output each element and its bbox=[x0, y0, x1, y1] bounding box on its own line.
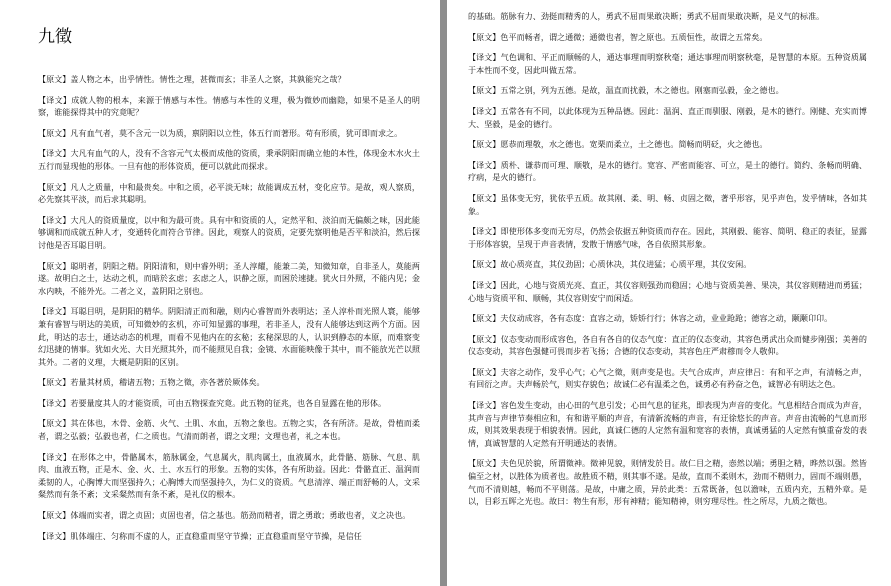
right-page bbox=[447, 0, 891, 586]
paragraph: 【原文】故心质亮直，其仪劲固；心质休决，其仪进猛；心质平理，其仪安闲。 bbox=[468, 259, 752, 270]
paragraph: 【原文】聪明者，阴阳之精。阴阳清和，则中睿外明；圣人淳耀，能兼二美，知微知章，自非圣人，莫能两遂。故明白之士，达动之机，而暗於玄虑；玄虑之人，识静之原，而困於速捷。犹火日外照，不能内见；金水内映，不能外光。二者之义，盖阴阳之别也。 bbox=[38, 260, 420, 296]
left-page-body bbox=[38, 73, 420, 542]
right-page-body bbox=[468, 10, 867, 508]
paragraph: 【原文】凡有血气者，莫不含元一以为质，禀阴阳以立性，体五行而著形。苟有形质，犹可即而求之。 bbox=[38, 127, 403, 138]
left-page bbox=[0, 0, 440, 586]
page-divider bbox=[440, 0, 447, 586]
paragraph: 【原文】五常之别，列为五德。是故，温直而扰毅，木之德也。刚塞而弘毅，金之德也。 bbox=[468, 85, 784, 96]
paragraph: 【原文】其在体也，木骨、金筋、火气、土肌、水血，五物之象也。五物之实，各有所济。是故，骨植而柔者，谓之弘毅；弘毅也者，仁之质也。气清而朗者，谓之文理；文理也者，礼之本也。 bbox=[38, 418, 420, 442]
paragraph: 【译文】容色发生变动，由心田的气息引发；心田气息的征兆，即表现为声音的变化。气息相结合而成为声音，其声音与声律节奏相应和，有和谐平顺的声音，有清新流畅的声音，有迂徐悠长的声音。声音由流畅的气息而形成，则其效果表现于相貌表情。因此，真诚仁德的人定然有温和宽容的表情，真诚勇猛的人定然有慎重奋发的表情，真诚智慧的人定然有开明通达的表情。 bbox=[468, 400, 867, 448]
paragraph: 【译文】若要量度其人的才能资质，可由五物探查究竟。此五物的征兆，也各自显露在他的形体。 bbox=[38, 397, 387, 408]
paragraph: 【译文】大凡人的资质量度，以中和为最可贵。具有中和资质的人，定然平和、淡泊而无偏颇之味，因此能够调和而成就五种人才，变通转化而符合节律。因此，观察人的资质，定要先察明他是否平和淡泊，然后探讨他是否耳聪目明。 bbox=[38, 214, 420, 250]
paragraph: 【原文】愿恭而理敬，水之德也。宽栗而柔立，土之德也。简畅而明砭，火之德也。 bbox=[468, 139, 768, 150]
paragraph: 【译文】气色调和、平正而顺畅的人，通达事理而明察秋毫；通达事理而明察秋毫，是智慧的本原。五种资质属于本性而不变，因此叫做五常。 bbox=[468, 52, 867, 75]
paragraph: 【译文】即使形体多变而无穷尽，仍然会依据五种资质而存在。因此，其刚毅、能容、简明、稳正的表征，显露于形体容貌，呈现于声音表情，发散于情感气味，各自依照其形象。 bbox=[468, 226, 867, 249]
paragraph: 【原文】夫仪动成容，各有态度：直容之动，矫矫行行；休容之动，业业跄跄；德容之动，颙颙卬卬。 bbox=[468, 313, 833, 324]
paragraph: 【译文】在形体之中，骨骼属木，筋脉属金，气息属火，肌肉属土，血液属水，此骨骼、筋脉、气息、肌肉、血液五物，正是木、金、火、土、水五行的形象。五物的实体，各有所助益。因此：骨骼直正、温润而柔韧的人，心胸博大而坚强持久；心胸博大而坚强持久，为仁义的资质。气息清淳、端正而舒畅的人，文采粲然而有条不紊；文采粲然而有条不紊，是礼仪的根本。 bbox=[38, 451, 420, 500]
paragraph: 【原文】夫色见於貌，所谓徵神。徵神见貌，则情发於目。故仁目之精，悫然以端；勇胆之精，晔然以强。然皆偏至之材，以胜体为质者也。故胜质不精，则其事不遂。是故，直而不柔则木，劲而不精则力，固而不端则愚，气而不清则越，畅而不平则荡。是故，中庸之质，异於此类：五常既备，包以澹味，五质内充，五精外章。是以，目彩五晖之光也。故曰：物生有形，形有神精；能知精神，则穷理尽性。性之所尽，九质之徵也。 bbox=[468, 458, 867, 507]
paragraph: 【原文】体端而实者，谓之贞固；贞固也者，信之基也。筋劲而精者，谓之勇敢；勇敢也者，义之决也。 bbox=[38, 510, 411, 521]
paragraph: 【原文】凡人之质量，中和最贵矣。中和之质，必平淡无味；故能调成五材，变化应节。是故，观人察质，必先察其平淡，而后求其聪明。 bbox=[38, 181, 420, 205]
paragraph: 【译文】因此，心地与资质光亮、直正，其仪容则强劲而稳固；心地与资质美善、果决，其仪容则精进而勇猛；心地与资质平和、顺畅，其仪容则安宁而闲适。 bbox=[468, 279, 867, 303]
paragraph: 【译文】耳聪目明，是阴阳的精华。阴阳清正而和融，则内心睿智而外表明达；圣人淳朴而光照人寰，能够兼有睿智与明达的美质，可知微妙的玄机，亦可知显露的事理，若非圣人，没有人能够达到这两个方面。因此，明达的志士，通达动态的机理，而看不见他内在的玄秘；玄秘深思的人，认识到静态的本原，而难察变幻迅捷的情事。犹如火光、大日光照其外，而不能照见自我；金镜、水面能映像于其中，而不能放光芒以照其外。二者的义理，大概是阴阳的区别。 bbox=[38, 306, 420, 367]
paragraph: 【译文】成就人物的根本，来源于情感与本性。情感与本性的义理，极为微妙而幽隐，如果不是圣人的明察，谁能探得其中的究竟呢？ bbox=[38, 94, 420, 118]
paragraph: 【原文】仪态变动而形成容色，各自有各自的仪态气度：直正的仪态变动，其容色勇武出众而健步刚强；美善的仪态变动，其容色强健可畏而步若飞扬；合德的仪态变动，其容色庄严肃穆而令人敬仰。 bbox=[468, 333, 867, 357]
paragraph: 【原文】色平而畅者，谓之通微；通微也者，智之原也。五质恒性，故谓之五常矣。 bbox=[468, 31, 768, 42]
paragraph: 【译文】大凡有血气的人，没有不含容元气太极而成他的资质，秉承阴阳而确立他的本性，体现金木水火土五行而显现他的形体。一旦有他的形体资质，便可以就此而探求。 bbox=[38, 148, 420, 171]
paragraph: 的基础。筋脉有力、劲挺而精秀的人，勇武不屈而果敢决断；勇武不屈而果敢决断，是义气的标准。 bbox=[468, 11, 825, 21]
paragraph: 【译文】五常各有不同，以此体现为五种品德。因此：温润、直正而驯服、刚毅，是木的德行。刚健、充实而博大、坚毅，是金的德行。 bbox=[468, 105, 867, 129]
paragraph: 【译文】质朴、谦恭而可理、顺敬，是水的德行。宽容、严密而能容、可立，是土的德行。简约、条畅而明确、疗病，是火的德行。 bbox=[468, 159, 867, 183]
paragraph: 【译文】肌体端庄、匀称而不虚的人，正直稳重而坚守节操；正直稳重而坚守节操，是信任 bbox=[38, 530, 362, 541]
paragraph: 【原文】虽体变无穷，犹依乎五质。故其刚、柔、明、畅、贞固之徵，著乎形容，见乎声色，发乎情味，各如其象。 bbox=[468, 192, 867, 216]
paragraph: 【原文】盖人物之本，出乎情性。情性之理，甚微而玄；非圣人之察，其孰能究之哉？ bbox=[38, 74, 346, 84]
page-title: 九徵 bbox=[38, 27, 72, 47]
paragraph: 【原文】若量其材质，稽诸五物；五物之徵，亦各著於厥体矣。 bbox=[38, 377, 265, 388]
paragraph: 【原文】夫容之动作，发乎心气；心气之徵，则声变是也。夫气合成声，声应律吕：有和平之声，有清畅之声，有回衍之声。夫声畅於气，则实存貌色；故诚仁必有温柔之色，诚勇必有矜奋之色，诚智必有明达之色。 bbox=[468, 366, 867, 390]
